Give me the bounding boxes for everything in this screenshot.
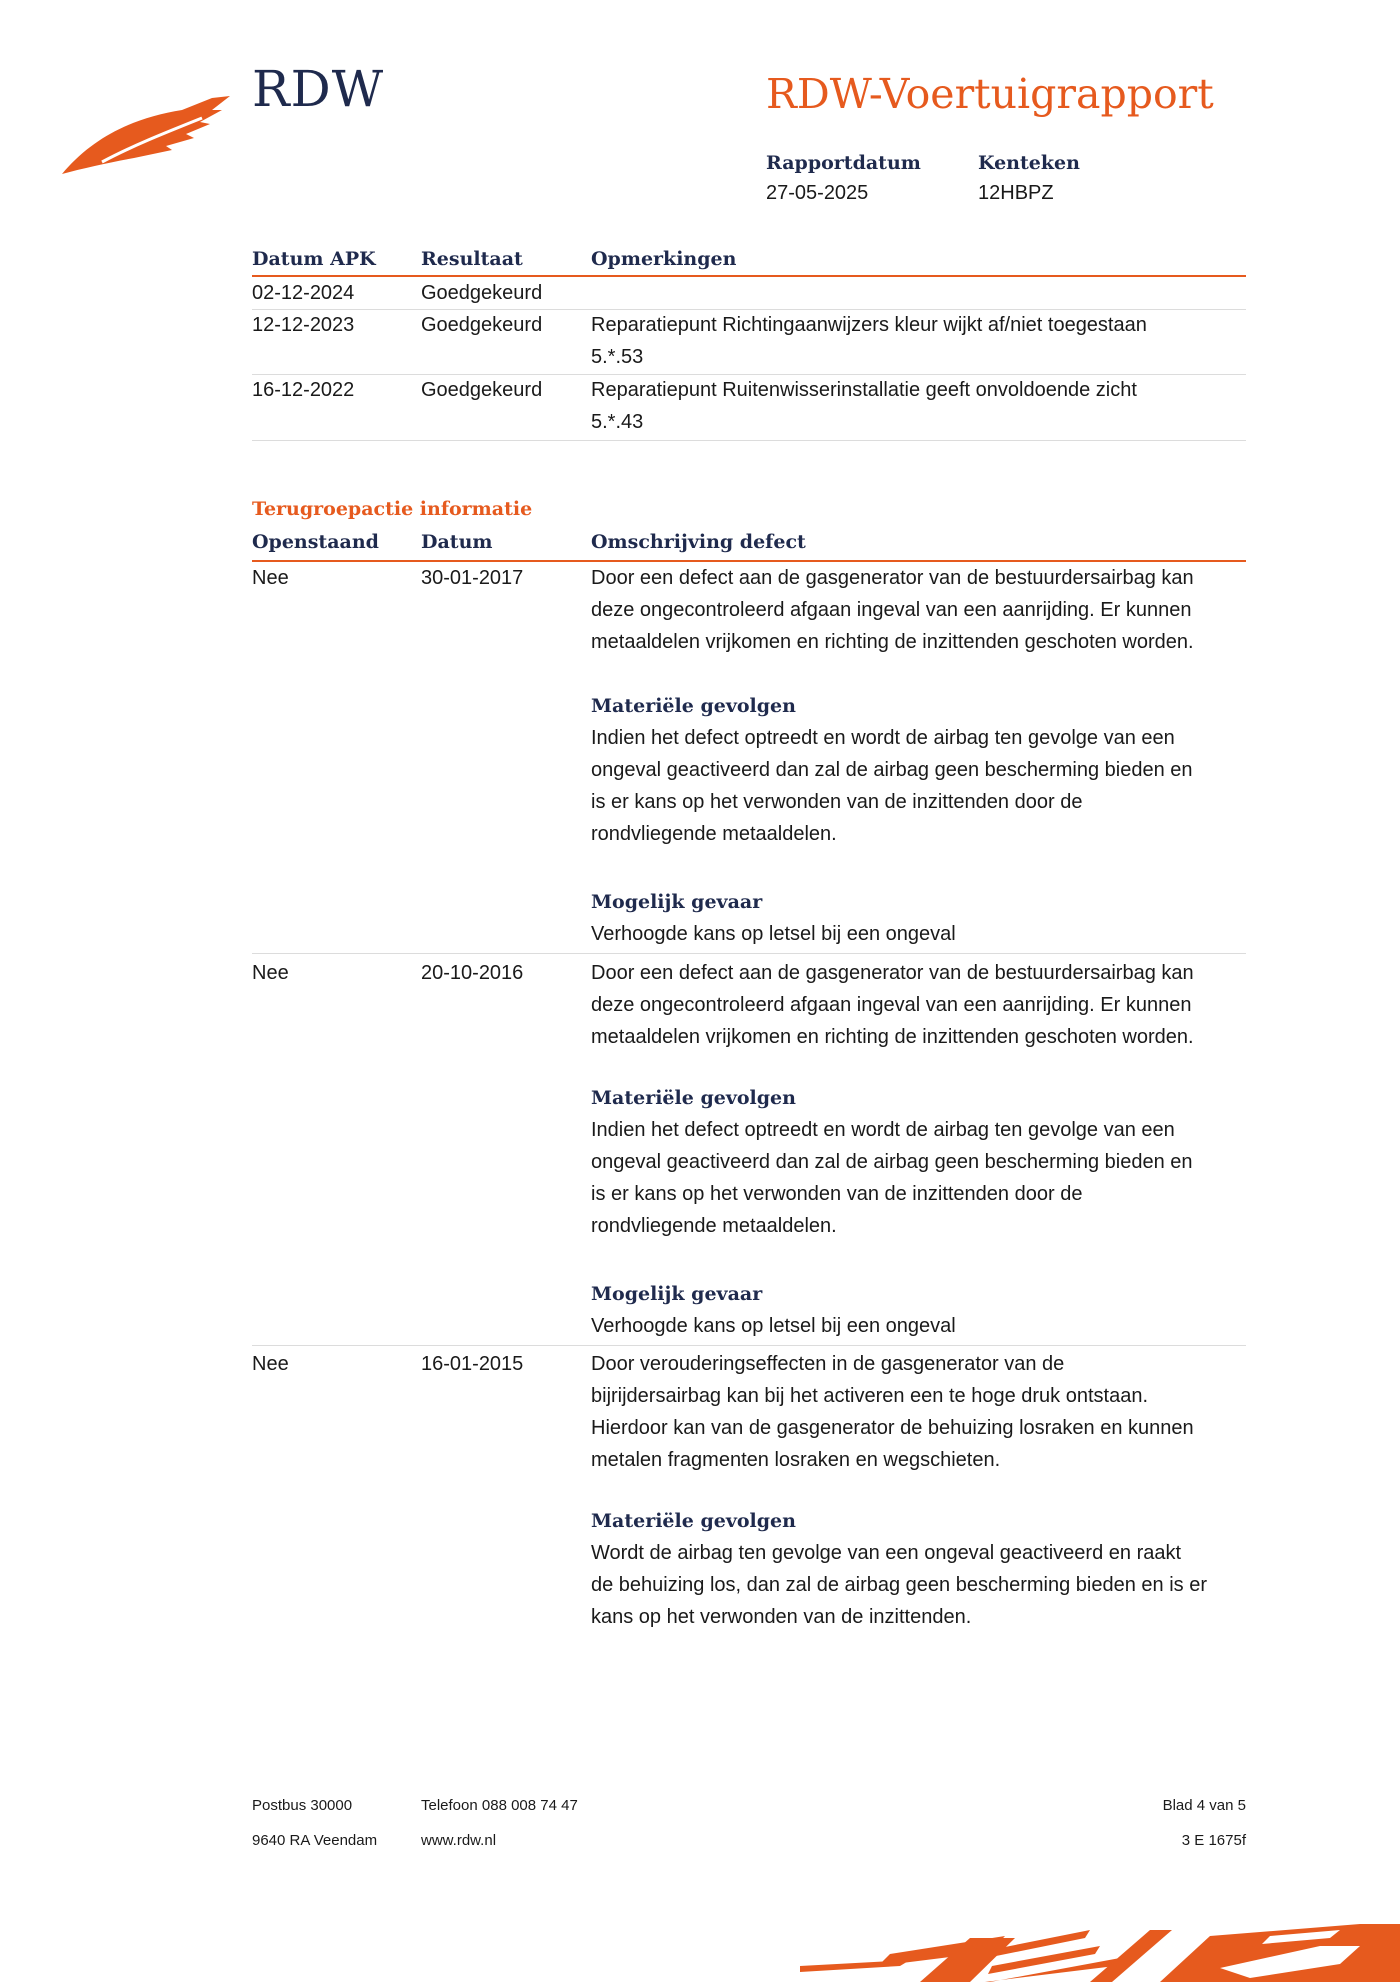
defect-line: metaaldelen vrijkomen en richting de inzittenden geschoten worden. xyxy=(591,1026,1194,1048)
material-consequences-text xyxy=(591,1114,1231,1242)
recall-open: Nee xyxy=(252,962,289,984)
material-line: Wordt de airbag ten gevolge van een ongeval geactiveerd en raakt xyxy=(591,1542,1182,1564)
apk-remark-code: 5.*.43 xyxy=(591,411,644,433)
possible-danger-heading: Mogelijk gevaar xyxy=(591,891,763,913)
defect-line: Hierdoor kan van de gasgenerator de behuizing losraken en kunnen xyxy=(591,1417,1194,1439)
defect-line: metaaldelen vrijkomen en richting de inzittenden geschoten worden. xyxy=(591,631,1194,653)
footer-phone: Telefoon 088 008 74 47 xyxy=(421,1797,578,1814)
material-line: rondvliegende metaaldelen. xyxy=(591,1215,837,1237)
footer-postbus: Postbus 30000 xyxy=(252,1797,353,1814)
defect-line: bijrijdersairbag kan bij het activeren een te hoge druk ontstaan. xyxy=(591,1385,1149,1407)
apk-header-date: Datum APK xyxy=(252,248,376,270)
material-line: is er kans op het verwonden van de inzittenden door de xyxy=(591,791,1083,813)
material-consequences-text xyxy=(591,1537,1231,1633)
defect-line: deze ongecontroleerd afgaan ingeval van een aanrijding. Er kunnen xyxy=(591,994,1192,1016)
material-line: kans op het verwonden van de inzittenden. xyxy=(591,1606,972,1628)
recall-section-title: Terugroepactie informatie xyxy=(252,498,533,520)
material-line: rondvliegende metaaldelen. xyxy=(591,823,837,845)
page-title: RDW-Voertuigrapport xyxy=(766,70,1214,118)
apk-date: 02-12-2024 xyxy=(252,282,355,304)
material-consequences-heading: Materiële gevolgen xyxy=(591,1510,796,1532)
defect-line: Door een defect aan de gasgenerator van de bestuurdersairbag kan xyxy=(591,962,1194,984)
plate-label: Kenteken xyxy=(978,152,1080,174)
material-line: Indien het defect optreedt en wordt de airbag ten gevolge van een xyxy=(591,727,1175,749)
material-line: Indien het defect optreedt en wordt de airbag ten gevolge van een xyxy=(591,1119,1175,1141)
apk-result: Goedgekeurd xyxy=(421,282,543,304)
apk-header-result: Resultaat xyxy=(421,248,523,270)
divider xyxy=(252,440,1246,441)
recall-header-description: Omschrijving defect xyxy=(591,531,806,553)
footer-website: www.rdw.nl xyxy=(421,1832,497,1849)
divider xyxy=(252,1345,1246,1346)
material-line: ongeval geactiveerd dan zal de airbag geen bescherming bieden en xyxy=(591,1151,1193,1173)
divider xyxy=(252,275,1246,277)
brand-name: RDW xyxy=(252,60,385,118)
rdw-wing-logo-icon xyxy=(62,88,230,178)
apk-header-remarks: Opmerkingen xyxy=(591,248,737,270)
recall-date: 16-01-2015 xyxy=(421,1353,524,1375)
defect-description xyxy=(591,562,1231,658)
recall-date: 20-10-2016 xyxy=(421,962,524,984)
apk-remark: Reparatiepunt Ruitenwisserinstallatie geeft onvoldoende zicht xyxy=(591,379,1137,401)
apk-remark-code: 5.*.53 xyxy=(591,346,644,368)
recall-open: Nee xyxy=(252,1353,289,1375)
possible-danger-text: Verhoogde kans op letsel bij een ongeval xyxy=(591,1315,956,1337)
apk-remark: Reparatiepunt Richtingaanwijzers kleur wijkt af/niet toegestaan xyxy=(591,314,1147,336)
material-consequences-heading: Materiële gevolgen xyxy=(591,1087,796,1109)
defect-line: deze ongecontroleerd afgaan ingeval van een aanrijding. Er kunnen xyxy=(591,599,1192,621)
recall-header-date: Datum xyxy=(421,531,493,553)
footer-page-number: Blad 4 van 5 xyxy=(1162,1797,1246,1814)
defect-line: Door verouderingseffecten in de gasgenerator van de xyxy=(591,1353,1065,1375)
possible-danger-heading: Mogelijk gevaar xyxy=(591,1283,763,1305)
apk-result: Goedgekeurd xyxy=(421,314,543,336)
defect-line: Door een defect aan de gasgenerator van de bestuurdersairbag kan xyxy=(591,567,1194,589)
defect-line: metalen fragmenten losraken en wegschieten. xyxy=(591,1449,1001,1471)
recall-date: 30-01-2017 xyxy=(421,567,524,589)
rdw-stripes-graphic-icon xyxy=(800,1908,1400,1982)
material-consequences-text xyxy=(591,722,1231,850)
report-date-value: 27-05-2025 xyxy=(766,182,869,204)
material-line: is er kans op het verwonden van de inzittenden door de xyxy=(591,1183,1083,1205)
apk-date: 16-12-2022 xyxy=(252,379,355,401)
defect-description xyxy=(591,957,1231,1053)
recall-header-open: Openstaand xyxy=(252,531,379,553)
footer-city: 9640 RA Veendam xyxy=(252,1832,378,1849)
apk-result: Goedgekeurd xyxy=(421,379,543,401)
recall-open: Nee xyxy=(252,567,289,589)
possible-danger-text: Verhoogde kans op letsel bij een ongeval xyxy=(591,923,956,945)
material-line: ongeval geactiveerd dan zal de airbag geen bescherming bieden en xyxy=(591,759,1193,781)
material-line: de behuizing los, dan zal de airbag geen bescherming bieden en is er xyxy=(591,1574,1207,1596)
defect-description xyxy=(591,1348,1231,1476)
footer-document-code: 3 E 1675f xyxy=(1181,1832,1246,1849)
material-consequences-heading: Materiële gevolgen xyxy=(591,695,796,717)
report-date-label: Rapportdatum xyxy=(766,152,921,174)
apk-date: 12-12-2023 xyxy=(252,314,355,336)
divider xyxy=(252,953,1246,954)
plate-value: 12HBPZ xyxy=(978,182,1054,204)
